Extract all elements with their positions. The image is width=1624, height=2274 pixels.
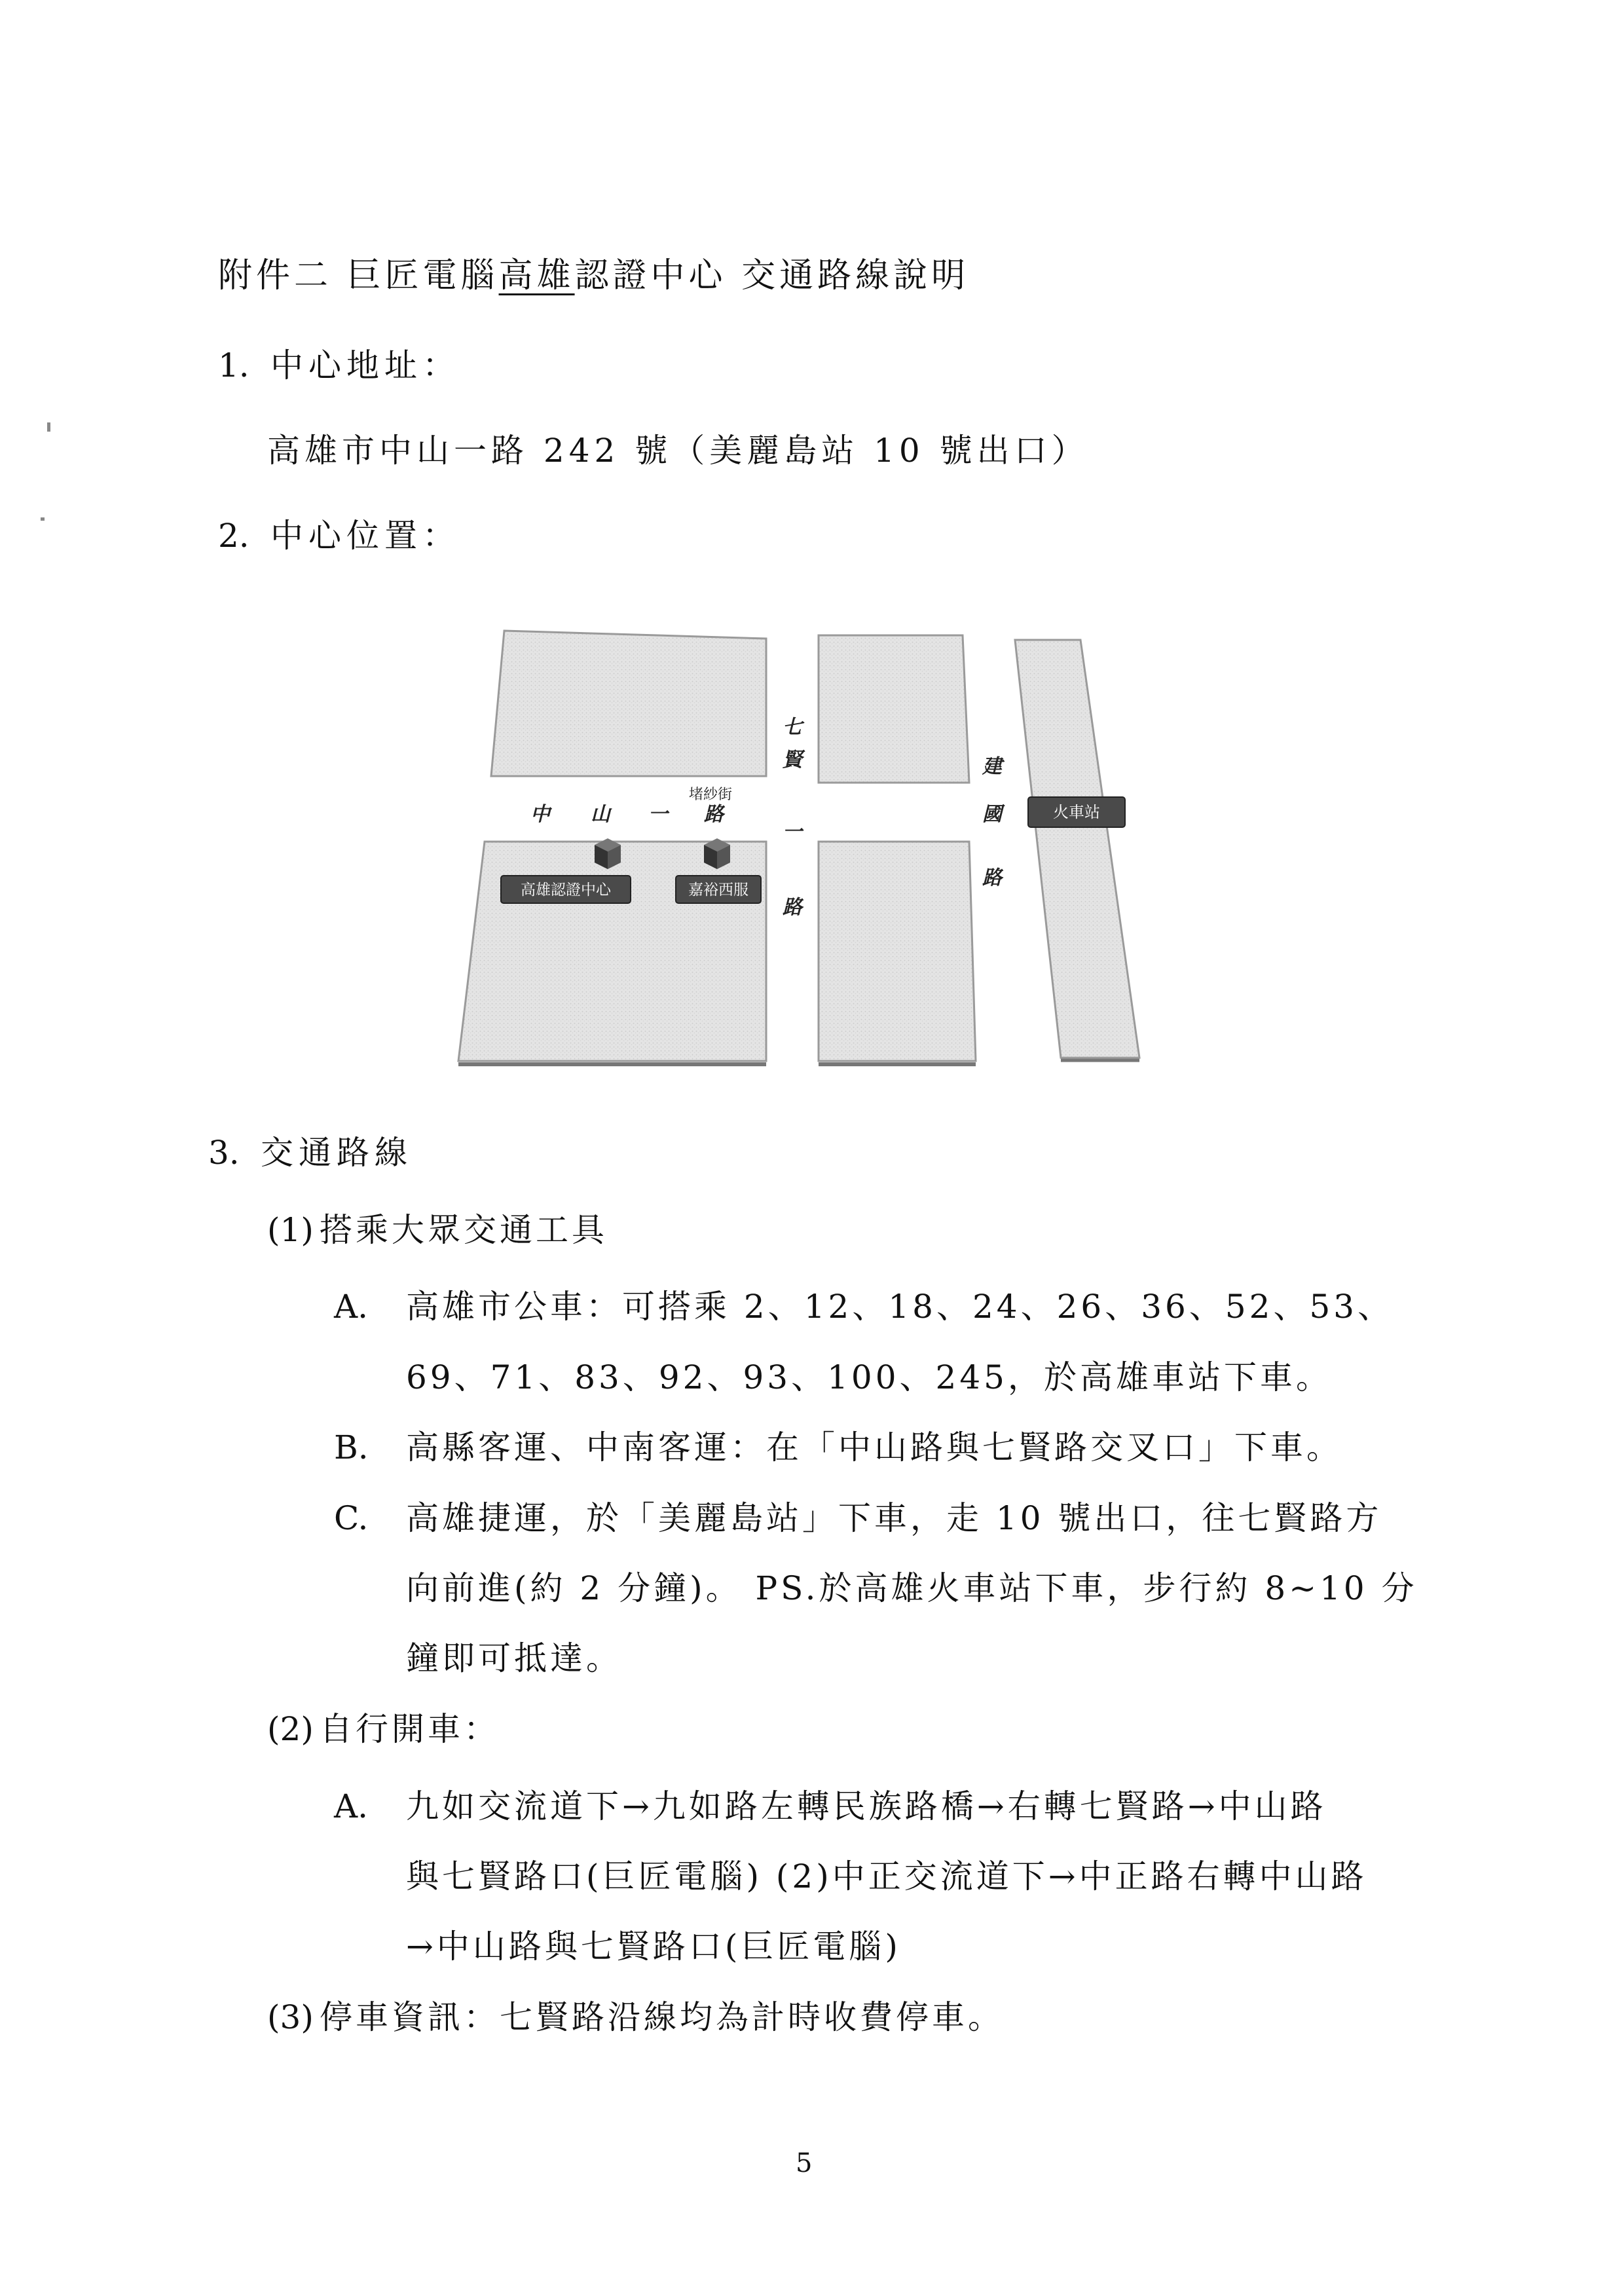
road-jianguo-char: 路 <box>982 867 1002 889</box>
sub-3-marker: (3) <box>267 1998 314 2036</box>
item-line: →中山路與七賢路口(巨匠電腦) <box>406 1928 901 1966</box>
map-block <box>491 631 766 776</box>
section-3-title: 交通路線 <box>261 1134 413 1172</box>
cube-icon <box>595 838 621 869</box>
section-2-number: 2. <box>218 517 249 555</box>
map-block <box>819 635 969 783</box>
road-zhongshan-char: 一 <box>648 803 668 826</box>
sub-1-heading <box>267 1204 608 1251</box>
sub-1-marker: (1) <box>267 1211 314 1249</box>
item-line: 69、71、83、92、93、100、245，於高雄車站下車。 <box>406 1358 1332 1396</box>
sub-3-heading <box>267 1991 1004 2038</box>
item-line: 向前進(約 2 分鐘)。 PS.於高雄火車站下車，步行約 8~10 分 <box>406 1569 1418 1607</box>
sub-2-heading <box>267 1703 500 1750</box>
page-title <box>218 248 969 297</box>
location-map <box>452 625 1159 1071</box>
road-zhongshan-char: 山 <box>591 803 610 826</box>
section-3-heading <box>208 1127 413 1174</box>
section-3-number: 3. <box>208 1134 240 1172</box>
item-line: 高雄市公車：可搭乘 2、12、18、24、26、36、52、53、 <box>406 1288 1394 1326</box>
center-address: 高雄市中山一路 242 號（美麗島站 10 號出口） <box>267 432 1089 470</box>
road-jianguo-char: 建 <box>982 755 1002 778</box>
item-marker: B. <box>334 1428 369 1466</box>
item-marker: A. <box>334 1787 369 1825</box>
page-number: 5 <box>796 2148 813 2178</box>
road-zhongshan-char: 中 <box>530 803 550 826</box>
sub-2-title: 自行開車： <box>320 1710 500 1748</box>
item-line: 與七賢路口(巨匠電腦) (2)中正交流道下→中正路右轉中山路 <box>406 1857 1367 1895</box>
item-line: 高雄捷運，於「美麗島站」下車，走 10 號出口，往七賢路方 <box>406 1499 1382 1537</box>
list-item <box>334 1492 1382 1539</box>
center-label: 高雄認證中心 <box>521 882 611 899</box>
section-1-number: 1. <box>218 346 249 384</box>
scan-speck <box>47 422 50 432</box>
title-prefix: 附件二 巨匠電腦 <box>218 256 499 295</box>
item-line: 高縣客運、中南客運：在「中山路與七賢路交叉口」下車。 <box>406 1428 1342 1466</box>
road-jianguo-char: 國 <box>982 803 1002 826</box>
map-block <box>458 842 766 1061</box>
sub-2-marker: (2) <box>267 1710 314 1748</box>
small-street-label: 堵紗街 <box>689 787 733 803</box>
section-1-title: 中心地址： <box>270 346 460 384</box>
item-line: 九如交流道下→九如路左轉民族路橋→右轉七賢路→中山路 <box>406 1787 1327 1825</box>
scan-speck <box>41 517 45 521</box>
road-zhongshan-char: 路 <box>704 803 724 826</box>
cube-icon <box>704 838 730 869</box>
sub-1-title: 搭乘大眾交通工具 <box>320 1211 608 1249</box>
station-label: 火車站 <box>1053 803 1100 821</box>
road-qixian-char: 一 <box>783 821 802 844</box>
title-underlined: 高雄 <box>498 256 575 295</box>
title-suffix: 認證中心 交通路線說明 <box>574 256 970 295</box>
sub-3-title: 停車資訊：七賢路沿線均為計時收費停車。 <box>320 1998 1004 2036</box>
section-1-heading <box>218 339 460 386</box>
item-marker: A. <box>334 1288 369 1326</box>
section-2-heading <box>218 510 460 557</box>
list-item <box>334 1280 1393 1328</box>
hotel-label: 嘉裕西服 <box>688 882 748 899</box>
map-block <box>1015 640 1139 1058</box>
road-qixian-char: 七 <box>783 716 802 739</box>
road-qixian-char: 路 <box>783 896 802 919</box>
section-2-title: 中心位置： <box>270 517 460 555</box>
map-block <box>819 842 976 1061</box>
item-marker: C. <box>334 1499 369 1537</box>
item-line: 鐘即可抵達。 <box>406 1639 622 1677</box>
list-item <box>334 1780 1327 1827</box>
list-item <box>334 1421 1342 1468</box>
road-qixian-char: 賢 <box>783 749 802 772</box>
